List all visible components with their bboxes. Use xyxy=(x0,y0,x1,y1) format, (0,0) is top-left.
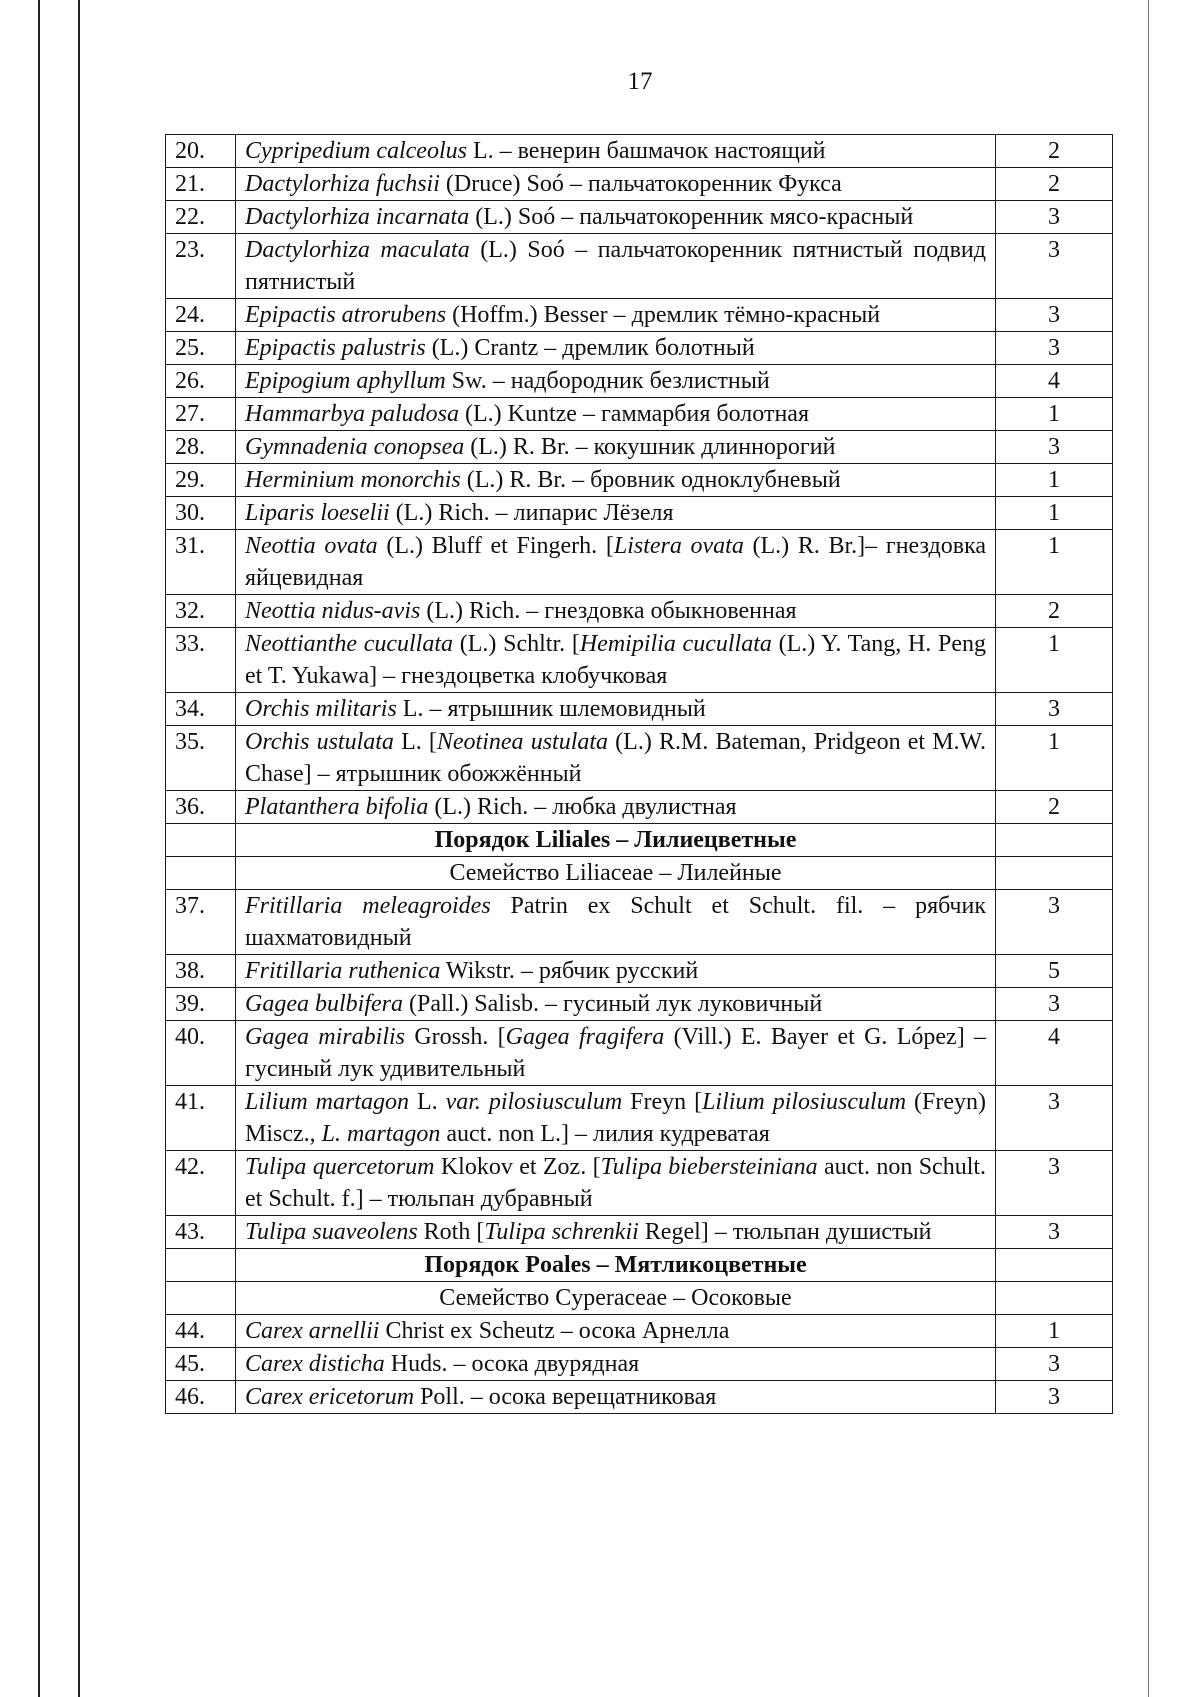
species-name xyxy=(236,497,996,530)
name-text-part: (L.) Bluff et Fingerh. [ xyxy=(377,533,614,559)
latin-name-part: Gagea bulbifera xyxy=(245,991,403,1017)
species-name xyxy=(236,530,996,595)
table-row xyxy=(166,595,1113,628)
scan-edge-line xyxy=(78,0,80,1697)
name-text-part: (Druce) Soó – пальчатокоренник Фукса xyxy=(439,171,842,197)
table-row xyxy=(166,726,1113,791)
table-row xyxy=(166,693,1113,726)
row-number: 27. xyxy=(166,398,236,431)
name-text-part: (Pall.) Salisb. – гусиный лук луковичный xyxy=(402,991,823,1017)
table-row xyxy=(166,988,1113,1021)
family-heading-row xyxy=(166,857,1113,890)
latin-name-part: Herminium monorchis xyxy=(245,467,461,493)
latin-name-part: Tulipa quercetorum xyxy=(245,1154,435,1180)
species-name xyxy=(236,201,996,234)
table-row xyxy=(166,135,1113,168)
species-name xyxy=(236,332,996,365)
name-text-part: (L.) Schltr. [ xyxy=(453,631,580,657)
latin-name-part: Lilium martagon xyxy=(245,1089,409,1115)
name-text-part: (L.) Rich. – гнездовка обыкновенная xyxy=(420,598,797,624)
latin-name-part: Orchis ustulata xyxy=(245,729,394,755)
species-table xyxy=(165,134,1113,1414)
order-heading: Порядок Poales – Мятликоцветные xyxy=(236,1249,996,1282)
row-number: 20. xyxy=(166,135,236,168)
row-number: 39. xyxy=(166,988,236,1021)
latin-name-part: Fritillaria meleagroides xyxy=(245,893,491,919)
table-row xyxy=(166,398,1113,431)
table-row xyxy=(166,464,1113,497)
row-number xyxy=(166,857,236,890)
table-row xyxy=(166,1315,1113,1348)
table-row xyxy=(166,299,1113,332)
rarity-category: 3 xyxy=(996,332,1113,365)
row-number: 43. xyxy=(166,1216,236,1249)
family-heading: Семейство Liliaceae – Лилейные xyxy=(236,857,996,890)
rarity-category: 1 xyxy=(996,497,1113,530)
latin-name-part: Dactylorhiza maculata xyxy=(245,237,470,263)
table-row xyxy=(166,791,1113,824)
row-number: 22. xyxy=(166,201,236,234)
rarity-category: 3 xyxy=(996,1381,1113,1414)
rarity-category: 2 xyxy=(996,168,1113,201)
row-number: 42. xyxy=(166,1151,236,1216)
row-number: 31. xyxy=(166,530,236,595)
row-number: 35. xyxy=(166,726,236,791)
rarity-category: 4 xyxy=(996,1021,1113,1086)
name-text-part: Sw. – надбородник безлистный xyxy=(445,368,770,394)
latin-name-part: Dactylorhiza fuchsii xyxy=(245,171,440,197)
row-number: 25. xyxy=(166,332,236,365)
name-text-part: (L.) R. Br.]– гнездовка яйцевидная xyxy=(245,533,987,591)
name-text-part: Regel] – тюльпан душистый xyxy=(638,1219,932,1245)
rarity-category: 3 xyxy=(996,890,1113,955)
latin-name-part: Carex arnellii xyxy=(245,1318,380,1344)
rarity-category: 3 xyxy=(996,299,1113,332)
row-number: 46. xyxy=(166,1381,236,1414)
species-name xyxy=(236,595,996,628)
row-number: 30. xyxy=(166,497,236,530)
latin-name-part: Liparis loeselii xyxy=(245,500,390,526)
rarity-category: 3 xyxy=(996,431,1113,464)
table-row xyxy=(166,890,1113,955)
row-number xyxy=(166,824,236,857)
row-number: 33. xyxy=(166,628,236,693)
rarity-category: 1 xyxy=(996,530,1113,595)
rarity-category: 3 xyxy=(996,1151,1113,1216)
scan-edge-line xyxy=(1148,0,1149,1697)
latin-name-part: Hemipilia cucullata xyxy=(579,631,772,657)
table-row xyxy=(166,955,1113,988)
row-number: 29. xyxy=(166,464,236,497)
table-row xyxy=(166,332,1113,365)
species-name xyxy=(236,1021,996,1086)
latin-name-part: L. martagon xyxy=(321,1121,441,1147)
name-text-part: (L.) R. Br. – кокушник длиннорогий xyxy=(464,434,836,460)
rarity-category: 1 xyxy=(996,1315,1113,1348)
table-row xyxy=(166,365,1113,398)
species-name xyxy=(236,464,996,497)
name-text-part: L. – ятрышник шлемовидный xyxy=(396,696,706,722)
rarity-category: 1 xyxy=(996,464,1113,497)
species-name xyxy=(236,234,996,299)
row-number: 32. xyxy=(166,595,236,628)
table-row xyxy=(166,497,1113,530)
species-table-body xyxy=(166,135,1113,1414)
rarity-category: 2 xyxy=(996,135,1113,168)
row-number: 28. xyxy=(166,431,236,464)
latin-name-part: Carex disticha xyxy=(245,1351,385,1377)
rarity-category xyxy=(996,824,1113,857)
species-name xyxy=(236,890,996,955)
rarity-category xyxy=(996,1282,1113,1315)
name-text-part: Wikstr. – рябчик русский xyxy=(440,958,699,984)
table-row xyxy=(166,1381,1113,1414)
order-heading-row xyxy=(166,1249,1113,1282)
name-text-part: (Vill.) E. Bayer et G. López] – гусиный лук удивительный xyxy=(245,1024,987,1082)
order-heading: Порядок Liliales – Лилиецветные xyxy=(236,824,996,857)
page-number: 17 xyxy=(627,68,653,95)
name-text-part: Huds. – осока двурядная xyxy=(384,1351,640,1377)
rarity-category: 5 xyxy=(996,955,1113,988)
latin-name-part: Carex ericetorum xyxy=(245,1384,415,1410)
latin-name-part: Hammarbya paludosa xyxy=(245,401,459,427)
row-number: 44. xyxy=(166,1315,236,1348)
table-row xyxy=(166,201,1113,234)
rarity-category: 3 xyxy=(996,988,1113,1021)
row-number: 45. xyxy=(166,1348,236,1381)
row-number: 21. xyxy=(166,168,236,201)
name-text-part: Klokov et Zoz. [ xyxy=(434,1154,601,1180)
latin-name-part: Neottia nidus-avis xyxy=(245,598,421,624)
row-number: 23. xyxy=(166,234,236,299)
species-name xyxy=(236,1151,996,1216)
row-number xyxy=(166,1282,236,1315)
name-text-part: Grossh. [ xyxy=(405,1024,506,1050)
name-text-part: (L.) Crantz – дремлик болотный xyxy=(425,335,755,361)
species-name xyxy=(236,628,996,693)
table-row xyxy=(166,431,1113,464)
row-number: 40. xyxy=(166,1021,236,1086)
table-row xyxy=(166,168,1113,201)
species-name xyxy=(236,135,996,168)
name-text-part: (L.) Rich. – липарис Лёзеля xyxy=(389,500,674,526)
name-text-part: Patrin ex Schult et Schult. fil. – рябчик шахматовидный xyxy=(245,893,986,951)
row-number: 24. xyxy=(166,299,236,332)
latin-name-part: Dactylorhiza incarnata xyxy=(245,204,470,230)
species-name xyxy=(236,1216,996,1249)
latin-name-part: Epipogium aphyllum xyxy=(245,368,446,394)
name-text-part: L. xyxy=(408,1089,446,1115)
rarity-category: 2 xyxy=(996,791,1113,824)
row-number: 26. xyxy=(166,365,236,398)
species-name xyxy=(236,726,996,791)
table-row xyxy=(166,234,1113,299)
name-text-part: L. – венерин башмачок настоящий xyxy=(466,138,826,164)
latin-name-part: Epipactis palustris xyxy=(245,335,426,361)
latin-name-part: Gymnadenia conopsea xyxy=(245,434,465,460)
latin-name-part: Orchis militaris xyxy=(245,696,397,722)
rarity-category: 3 xyxy=(996,1348,1113,1381)
rarity-category xyxy=(996,857,1113,890)
family-heading-row xyxy=(166,1282,1113,1315)
name-text-part: (L.) Soó – пальчатокоренник пятнистый подвид пятнистый xyxy=(245,237,986,295)
latin-name-part: Fritillaria ruthenica xyxy=(245,958,441,984)
rarity-category: 1 xyxy=(996,398,1113,431)
species-name xyxy=(236,955,996,988)
rarity-category: 2 xyxy=(996,595,1113,628)
table-row xyxy=(166,1021,1113,1086)
rarity-category: 4 xyxy=(996,365,1113,398)
rarity-category: 3 xyxy=(996,201,1113,234)
species-name xyxy=(236,1381,996,1414)
name-text-part: (Freyn) Miscz., xyxy=(245,1089,986,1147)
name-text-part: Christ ex Scheutz – осока Арнелла xyxy=(379,1318,730,1344)
name-text-part: (Hoffm.) Besser – дремлик тёмно-красный xyxy=(446,302,881,328)
latin-name-part: Platanthera bifolia xyxy=(245,794,429,820)
table-row xyxy=(166,1086,1113,1151)
scan-edge-line xyxy=(38,0,40,1697)
latin-name-part: Lilium pilosiusculum xyxy=(702,1089,907,1115)
species-name xyxy=(236,299,996,332)
table-row xyxy=(166,1348,1113,1381)
latin-name-part: Epipactis atrorubens xyxy=(245,302,447,328)
table-row xyxy=(166,1151,1113,1216)
latin-name-part: Neottianthe cucullata xyxy=(245,631,454,657)
rarity-category: 1 xyxy=(996,726,1113,791)
name-text-part: Poll. – осока верещатниковая xyxy=(414,1384,717,1410)
species-name xyxy=(236,1086,996,1151)
name-text-part: Roth [ xyxy=(417,1219,485,1245)
species-name xyxy=(236,1348,996,1381)
species-name xyxy=(236,431,996,464)
species-name xyxy=(236,365,996,398)
species-name xyxy=(236,398,996,431)
row-number: 38. xyxy=(166,955,236,988)
latin-name-part: Listera ovata xyxy=(613,533,744,559)
name-text-part: auct. non Schult. et Schult. f.] – тюльпан дубравный xyxy=(245,1154,987,1212)
latin-name-part: Cypripedium calceolus xyxy=(245,138,467,164)
rarity-category: 3 xyxy=(996,693,1113,726)
row-number: 36. xyxy=(166,791,236,824)
row-number xyxy=(166,1249,236,1282)
name-text-part: (L.) Rich. – любка двулистная xyxy=(428,794,737,820)
table-row xyxy=(166,1216,1113,1249)
latin-name-part: Tulipa schrenkii xyxy=(484,1219,639,1245)
rarity-category: 3 xyxy=(996,1216,1113,1249)
order-heading-row xyxy=(166,824,1113,857)
species-name xyxy=(236,693,996,726)
right-margin-rule xyxy=(1112,134,1113,1414)
rarity-category: 3 xyxy=(996,1086,1113,1151)
rarity-category: 1 xyxy=(996,628,1113,693)
row-number: 41. xyxy=(166,1086,236,1151)
latin-name-part: Tulipa biebersteiniana xyxy=(600,1154,818,1180)
latin-name-part: Gagea mirabilis xyxy=(245,1024,405,1050)
table-row xyxy=(166,530,1113,595)
rarity-category: 3 xyxy=(996,234,1113,299)
row-number: 34. xyxy=(166,693,236,726)
latin-name-part: var. pilosiusculum xyxy=(445,1089,623,1115)
row-number: 37. xyxy=(166,890,236,955)
latin-name-part: Neotinea ustulata xyxy=(436,729,609,755)
species-name xyxy=(236,168,996,201)
name-text-part: (L.) Kuntze – гаммарбия болотная xyxy=(459,401,809,427)
species-name xyxy=(236,988,996,1021)
rarity-category xyxy=(996,1249,1113,1282)
name-text-part: (L.) R. Br. – бровник одноклубневый xyxy=(460,467,841,493)
name-text-part: (L.) Y. Tang, H. Peng et T. Yukawa] – гнездоцветка клобучковая xyxy=(245,631,987,689)
latin-name-part: Tulipa suaveolens xyxy=(245,1219,418,1245)
latin-name-part: Neottia ovata xyxy=(245,533,378,559)
species-name xyxy=(236,1315,996,1348)
latin-name-part: Gagea fragifera xyxy=(505,1024,665,1050)
table-row xyxy=(166,628,1113,693)
name-text-part: (L.) Soó – пальчатокоренник мясо-красный xyxy=(469,204,914,230)
name-text-part: (L.) R.M. Bateman, Pridgeon et M.W. Chase] – ятрышник обожжённый xyxy=(245,729,986,787)
name-text-part: Freyn [ xyxy=(622,1089,703,1115)
species-name xyxy=(236,791,996,824)
family-heading: Семейство Cyperaceae – Осоковые xyxy=(236,1282,996,1315)
name-text-part: auct. non L.] – лилия кудреватая xyxy=(440,1121,770,1147)
name-text-part: L. [ xyxy=(393,729,437,755)
